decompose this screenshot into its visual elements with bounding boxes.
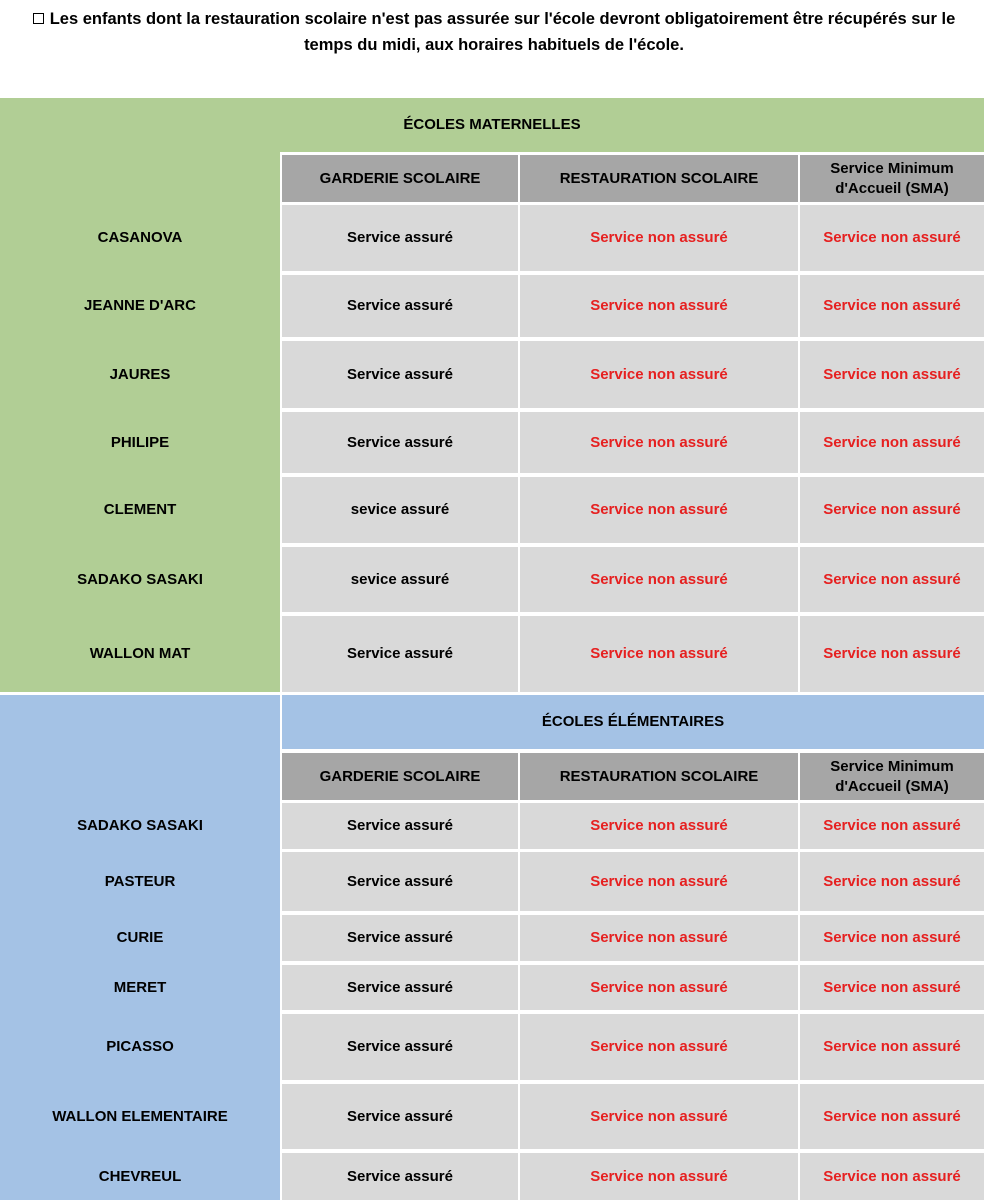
elementaires-restauration-status-text: Service non assuré: [590, 929, 728, 946]
maternelles-sma-column-header: [800, 155, 984, 202]
maternelles-sma-status: [800, 341, 984, 408]
maternelles-restauration-status-text: Service non assuré: [590, 433, 728, 451]
maternelles-restauration-status-text: Service non assuré: [590, 501, 728, 518]
elementaires-restauration-status-text: Service non assuré: [590, 872, 728, 890]
elementaires-garderie-status-text: Service assuré: [347, 817, 453, 834]
elementaires-school-name-text: SADAKO SASAKI: [77, 817, 203, 834]
elementaires-school-name-text: CHEVREUL: [98, 1167, 182, 1185]
maternelles-garderie-status: [282, 205, 518, 271]
elementaires-school-name-text: PASTEUR: [104, 872, 176, 890]
elementaires-sma-status-text: Service non assuré: [823, 1167, 961, 1185]
elementaires-section-title: [282, 695, 984, 749]
elementaires-garderie-status: [282, 915, 518, 961]
elementaires-restauration-status: [520, 1153, 798, 1200]
maternelles-restauration-status-text: Service non assuré: [590, 229, 728, 246]
maternelles-school-name: [0, 412, 280, 473]
maternelles-sma-status-text: Service non assuré: [823, 433, 961, 451]
elementaires-garderie-status: [282, 1084, 518, 1149]
elementaires-sma-status-text: Service non assuré: [823, 1107, 961, 1125]
notice: [8, 6, 980, 58]
maternelles-school-name-text: PHILIPE: [110, 433, 170, 451]
maternelles-restauration-status-text: Service non assuré: [590, 570, 728, 588]
elementaires-restauration-column-header: [520, 753, 798, 800]
elementaires-restauration-status: [520, 852, 798, 911]
elementaires-garderie-status-text: Service assuré: [347, 978, 453, 996]
maternelles-restauration-column-header: [520, 155, 798, 202]
maternelles-garderie-status: [282, 477, 518, 543]
elementaires-restauration-status: [520, 965, 798, 1010]
elementaires-garderie-status: [282, 965, 518, 1010]
maternelles-sma-status-text: Service non assuré: [823, 229, 961, 246]
elementaires-sma-status: [800, 1084, 984, 1149]
elementaires-school-name: [0, 1014, 280, 1080]
maternelles-restauration-status: [520, 616, 798, 692]
maternelles-sma-status: [800, 547, 984, 612]
elementaires-school-name: [0, 915, 280, 961]
maternelles-sma-column-header-text: Service Minimum d'Accueil (SMA): [830, 159, 954, 197]
maternelles-school-name: [0, 341, 280, 408]
elementaires-school-name-text: MERET: [113, 978, 167, 996]
maternelles-header-spacer: [0, 98, 280, 202]
elementaires-sma-status-text: Service non assuré: [823, 929, 961, 946]
elementaires-garderie-status-text: Service assuré: [347, 929, 453, 946]
elementaires-restauration-status: [520, 803, 798, 849]
maternelles-garderie-status: [282, 275, 518, 337]
maternelles-garderie-status-text: Service assuré: [347, 365, 453, 383]
maternelles-garderie-status: [282, 547, 518, 612]
maternelles-school-name: [0, 547, 280, 612]
elementaires-restauration-column-header-text: RESTAURATION SCOLAIRE: [559, 767, 759, 785]
elementaires-school-name: [0, 1153, 280, 1200]
maternelles-restauration-status-text: Service non assuré: [590, 365, 728, 383]
elementaires-restauration-status: [520, 1084, 798, 1149]
notice-text: Les enfants dont la restauration scolaire n'est pas assurée sur l'école devront obligatoirement être récupérés sur le temps du midi, aux horaires habituels de l'école.: [49, 10, 956, 54]
elementaires-restauration-status-text: Service non assuré: [590, 978, 728, 996]
maternelles-garderie-status-text: sevice assuré: [350, 501, 450, 518]
elementaires-garderie-status-text: Service assuré: [347, 1167, 453, 1185]
elementaires-title-spacer: [0, 695, 280, 749]
maternelles-garderie-status-text: Service assuré: [347, 645, 453, 662]
elementaires-school-name-text: PICASSO: [106, 1038, 174, 1055]
maternelles-restauration-status-text: Service non assuré: [590, 645, 728, 662]
elementaires-sma-status: [800, 1153, 984, 1200]
elementaires-sma-status: [800, 852, 984, 911]
maternelles-sma-status-text: Service non assuré: [823, 570, 961, 588]
elementaires-sma-status: [800, 915, 984, 961]
maternelles-restauration-status: [520, 205, 798, 271]
maternelles-restauration-status: [520, 275, 798, 337]
elementaires-restauration-status-text: Service non assuré: [590, 1107, 728, 1125]
elementaires-school-name: [0, 852, 280, 911]
elementaires-garderie-status: [282, 803, 518, 849]
maternelles-school-name-text: CLEMENT: [103, 501, 177, 518]
maternelles-garderie-status: [282, 341, 518, 408]
elementaires-sma-column-header-text: Service Minimum d'Accueil (SMA): [830, 757, 954, 795]
maternelles-restauration-status: [520, 477, 798, 543]
elementaires-garderie-column-header-text: GARDERIE SCOLAIRE: [319, 767, 481, 785]
elementaires-garderie-status-text: Service assuré: [347, 1107, 453, 1125]
elementaires-school-name: [0, 1084, 280, 1149]
maternelles-garderie-status-text: Service assuré: [347, 433, 453, 451]
maternelles-school-name-text: JAURES: [109, 365, 171, 383]
elementaires-school-name: [0, 965, 280, 1010]
maternelles-sma-status-text: Service non assuré: [823, 297, 961, 314]
elementaires-sma-column-header: [800, 753, 984, 800]
maternelles-restauration-status-text: Service non assuré: [590, 297, 728, 314]
maternelles-school-name: [0, 477, 280, 543]
elementaires-restauration-status-text: Service non assuré: [590, 1167, 728, 1185]
elementaires-sma-status: [800, 803, 984, 849]
maternelles-garderie-column-header: [282, 155, 518, 202]
elementaires-restauration-status-text: Service non assuré: [590, 817, 728, 834]
maternelles-sma-status: [800, 275, 984, 337]
elementaires-restauration-status: [520, 915, 798, 961]
elementaires-sma-status: [800, 965, 984, 1010]
maternelles-garderie-status: [282, 412, 518, 473]
maternelles-school-name: [0, 275, 280, 337]
maternelles-sma-status-text: Service non assuré: [823, 501, 961, 518]
elementaires-school-name-text: CURIE: [116, 929, 164, 946]
maternelles-sma-status: [800, 477, 984, 543]
maternelles-restauration-status: [520, 412, 798, 473]
elementaires-garderie-column-header: [282, 753, 518, 800]
elementaires-sma-status-text: Service non assuré: [823, 817, 961, 834]
elementaires-header-spacer: [0, 753, 280, 800]
checkbox-bullet-icon: [33, 13, 44, 24]
maternelles-garderie-status-text: Service assuré: [347, 297, 453, 314]
maternelles-restauration-column-header-text: RESTAURATION SCOLAIRE: [559, 169, 759, 187]
maternelles-school-name-text: WALLON MAT: [89, 645, 191, 662]
maternelles-garderie-status: [282, 616, 518, 692]
maternelles-sma-status: [800, 616, 984, 692]
elementaires-sma-status-text: Service non assuré: [823, 978, 961, 996]
maternelles-sma-status-text: Service non assuré: [823, 365, 961, 383]
elementaires-sma-status: [800, 1014, 984, 1080]
maternelles-sma-status: [800, 205, 984, 271]
elementaires-school-name-text: WALLON ELEMENTAIRE: [52, 1107, 228, 1125]
maternelles-sma-status-text: Service non assuré: [823, 645, 961, 662]
maternelles-school-name-text: CASANOVA: [97, 229, 183, 246]
maternelles-garderie-status-text: Service assuré: [347, 229, 453, 246]
elementaires-garderie-status: [282, 1014, 518, 1080]
elementaires-section-title-text: ÉCOLES ÉLÉMENTAIRES: [541, 713, 725, 730]
maternelles-garderie-column-header-text: GARDERIE SCOLAIRE: [319, 169, 481, 187]
maternelles-school-name-text: JEANNE D'ARC: [84, 297, 196, 314]
elementaires-restauration-status: [520, 1014, 798, 1080]
elementaires-garderie-status: [282, 1153, 518, 1200]
maternelles-school-name: [0, 205, 280, 271]
maternelles-restauration-status: [520, 547, 798, 612]
elementaires-garderie-status-text: Service assuré: [347, 872, 453, 890]
maternelles-garderie-status-text: sevice assuré: [350, 570, 450, 588]
maternelles-school-name: [0, 616, 280, 692]
maternelles-section-title-text: ÉCOLES MATERNELLES: [403, 116, 581, 133]
maternelles-school-name-text: SADAKO SASAKI: [77, 570, 203, 588]
elementaires-restauration-status-text: Service non assuré: [590, 1038, 728, 1055]
maternelles-sma-status: [800, 412, 984, 473]
elementaires-sma-status-text: Service non assuré: [823, 872, 961, 890]
elementaires-garderie-status-text: Service assuré: [347, 1038, 453, 1055]
elementaires-garderie-status: [282, 852, 518, 911]
maternelles-restauration-status: [520, 341, 798, 408]
elementaires-sma-status-text: Service non assuré: [823, 1038, 961, 1055]
elementaires-school-name: [0, 803, 280, 849]
